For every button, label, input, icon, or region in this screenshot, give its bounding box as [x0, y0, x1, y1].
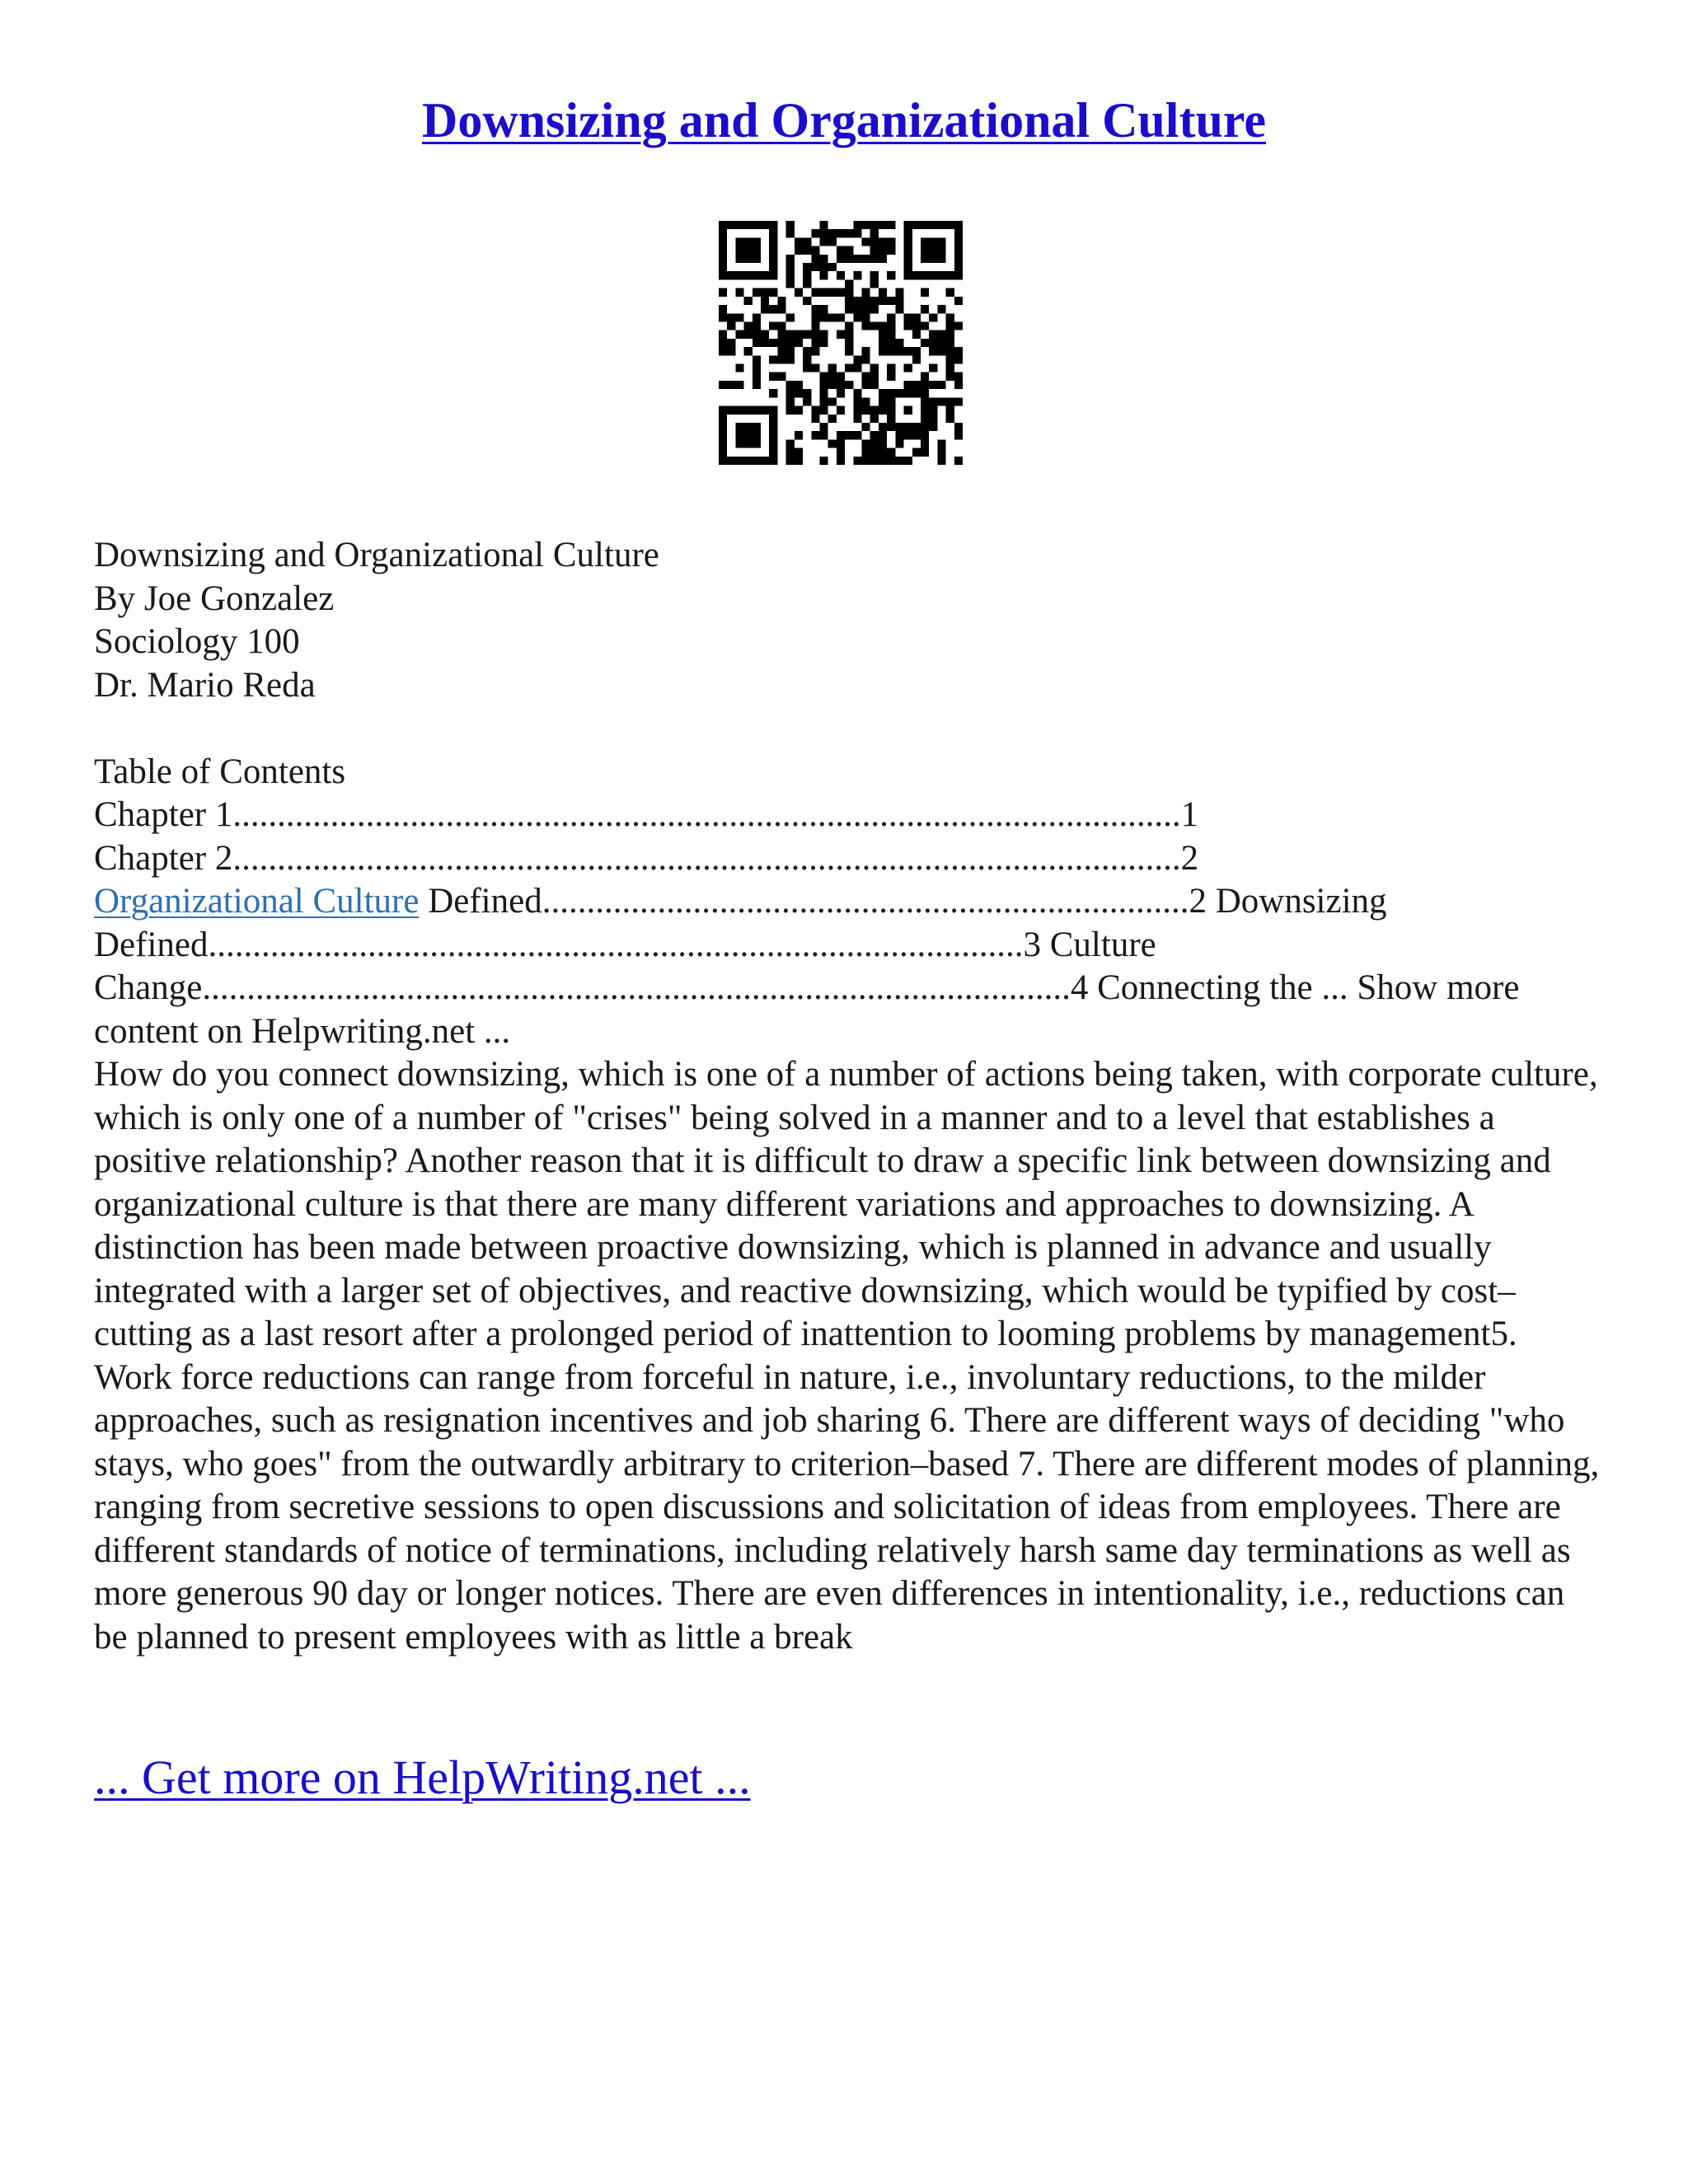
- toc-line-chapter-2: Chapter 2...........................................................................................................2: [94, 838, 1199, 878]
- toc-title: Table of Contents: [94, 752, 346, 791]
- toc-line-5: Change..................................................................................................4 Connecting the ... Show more: [94, 968, 1520, 1007]
- organizational-culture-link[interactable]: Organizational Culture: [94, 882, 420, 921]
- heading-line-title: Downsizing and Organizational Culture: [94, 536, 659, 574]
- toc-line-3-rest: Defined.........................................................................2 Downsizing: [419, 882, 1387, 921]
- title-link[interactable]: Downsizing and Organizational Culture: [421, 93, 1266, 148]
- heading-line-course: Sociology 100: [94, 622, 300, 661]
- heading-line-instructor: Dr. Mario Reda: [94, 665, 316, 705]
- spacer: [94, 707, 1602, 751]
- document-title: [0, 89, 1688, 152]
- toc-line-6: content on Helpwriting.net ...: [94, 1011, 511, 1051]
- document-content: [94, 534, 1602, 1659]
- qr-code: [719, 221, 963, 465]
- toc-line-chapter-1: Chapter 1...........................................................................................................1: [94, 795, 1199, 834]
- body-paragraph: How do you connect downsizing, which is one of a number of actions being taken, with corporate culture, which is only one of a number of "crises" being solved in a manner and to a level that establishes a positive relationship? Another reason that it is difficult to draw a specific link between downsizing and organizational culture is that there are many different variations and approaches to downsizing. A distinction has been made between proactive downsizing, which is planned in advance and usually integrated with a larger set of objectives, and reactive downsizing, which would be typified by cost–cutting as a last resort after a prolonged period of inattention to looming problems by management5. Work force reductions can range from forceful in nature, i.e., involuntary reductions, to the milder approaches, such as resignation incentives and job sharing 6. There are different ways of deciding "who stays, who goes" from the outwardly arbitrary to criterion–based 7. There are different modes of planning, ranging from secretive sessions to open discussions and solicitation of ideas from employees. There are different standards of notice of terminations, including relatively harsh same day terminations as well as more generous 90 day or longer notices. There are even differences in intentionality, i.e., reductions can be planned to present employees with as little a break: [94, 1055, 1600, 1657]
- toc-line-4: Defined............................................................................................3 Culture: [94, 925, 1156, 964]
- heading-line-author: By Joe Gonzalez: [94, 579, 335, 618]
- get-more-link[interactable]: ... Get more on HelpWriting.net ...: [94, 1750, 751, 1804]
- toc-line-3: [94, 880, 1602, 924]
